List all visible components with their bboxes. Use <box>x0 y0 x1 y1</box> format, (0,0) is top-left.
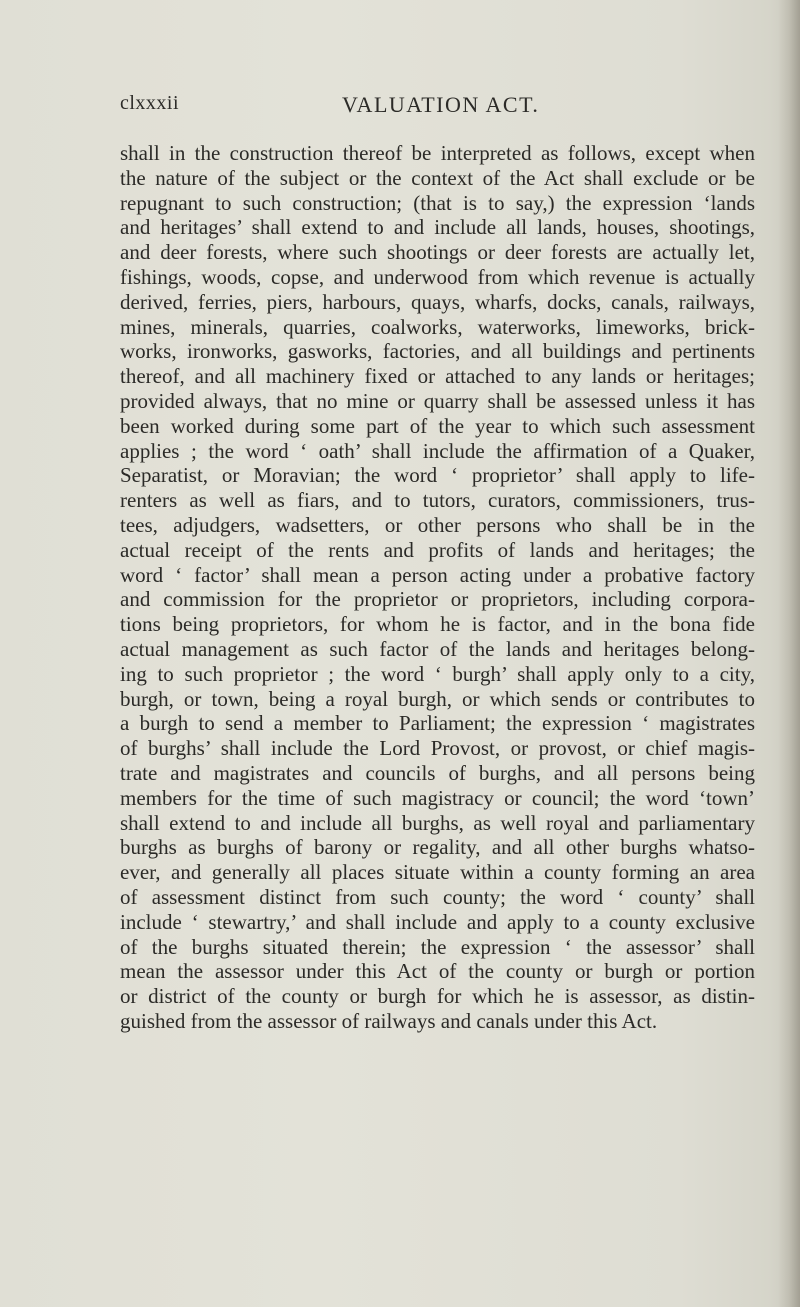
text-line: Separatist, or Moravian; the word ‘ proprietor’ shall apply to life- <box>120 463 755 488</box>
text-line: been worked during some part of the year to which such assessment <box>120 413 755 438</box>
text-line: fishings, woods, copse, and underwood from which revenue is actually <box>120 264 755 289</box>
text-line: of the burghs situated therein; the expression ‘ the assessor’ shall <box>120 934 755 959</box>
text-line: of burghs’ shall include the Lord Provost, or provost, or chief magis- <box>120 736 755 761</box>
text-line: a burgh to send a member to Parliament; the expression ‘ magistrates <box>120 711 755 736</box>
text-line: burghs as burghs of barony or regality, and all other burghs whatso- <box>120 835 755 860</box>
text-line: mean the assessor under this Act of the county or burgh or portion <box>120 959 755 984</box>
text-line: the nature of the subject or the context of the Act shall exclude or be <box>120 165 755 190</box>
text-line: and commission for the proprietor or proprietors, including corpora- <box>120 587 755 612</box>
text-line: of assessment distinct from such county; the word ‘ county’ shall <box>120 884 755 909</box>
text-line: derived, ferries, piers, harbours, quays, wharfs, docks, canals, railways, <box>120 289 755 314</box>
text-line: and deer forests, where such shootings or deer forests are actually let, <box>120 240 755 265</box>
text-line: ing to such proprietor ; the word ‘ burgh’ shall apply only to a city, <box>120 661 755 686</box>
text-line: word ‘ factor’ shall mean a person acting under a probative factory <box>120 562 755 587</box>
text-line: actual management as such factor of the lands and heritages belong- <box>120 636 755 661</box>
text-line: renters as well as fiars, and to tutors, curators, commissioners, trus- <box>120 488 755 513</box>
text-line: provided always, that no mine or quarry shall be assessed unless it has <box>120 388 755 413</box>
text-line: and heritages’ shall extend to and include all lands, houses, shootings, <box>120 215 755 240</box>
text-line: tions being proprietors, for whom he is factor, and in the bona fide <box>120 612 755 637</box>
text-line: repugnant to such construction; (that is to say,) the expression ‘lands <box>120 190 755 215</box>
text-line: burgh, or town, being a royal burgh, or which sends or contributes to <box>120 686 755 711</box>
text-line: ever, and generally all places situate within a county forming an area <box>120 860 755 885</box>
text-line: members for the time of such magistracy or council; the word ‘town’ <box>120 785 755 810</box>
page-header <box>120 92 720 122</box>
text-line: guished from the assessor of railways and canals under this Act. <box>120 1008 658 1033</box>
text-line: mines, minerals, quarries, coalworks, waterworks, limeworks, brick- <box>120 314 755 339</box>
text-line: trate and magistrates and councils of burghs, and all persons being <box>120 760 755 785</box>
text-line: tees, adjudgers, wadsetters, or other persons who shall be in the <box>120 512 755 537</box>
text-line: actual receipt of the rents and profits of lands and heritages; the <box>120 537 755 562</box>
text-line: include ‘ stewartry,’ and shall include and apply to a county exclusive <box>120 909 755 934</box>
running-head: VALUATION ACT. <box>342 92 540 117</box>
text-line: works, ironworks, gasworks, factories, and all buildings and pertinents <box>120 339 755 364</box>
text-line: applies ; the word ‘ oath’ shall include the affirmation of a Quaker, <box>120 438 755 463</box>
page-number: clxxxii <box>120 92 180 114</box>
text-line: shall in the construction thereof be interpreted as follows, except when <box>120 141 755 165</box>
text-line: or district of the county or burgh for which he is assessor, as distin- <box>120 984 755 1009</box>
body-text <box>120 141 755 1034</box>
page-gutter-shadow <box>778 0 800 1307</box>
text-line: thereof, and all machinery fixed or attached to any lands or heritages; <box>120 364 755 389</box>
text-line: shall extend to and include all burghs, as well royal and parliamentary <box>120 810 755 835</box>
